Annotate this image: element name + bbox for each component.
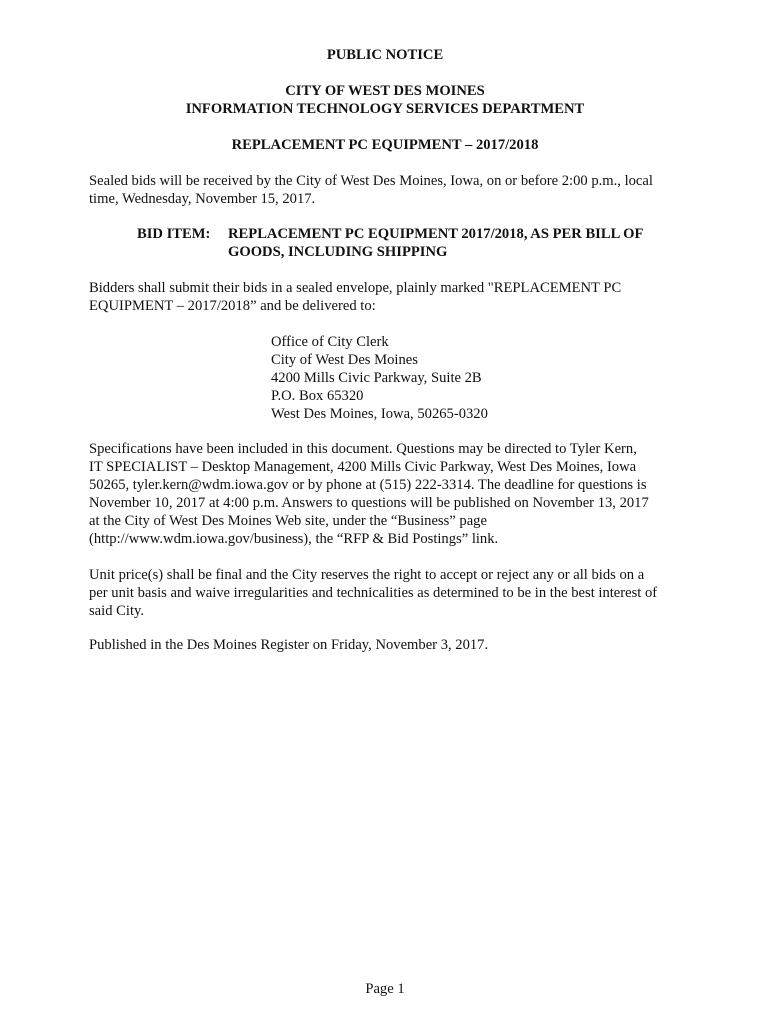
submission-line: Bidders shall submit their bids in a sealed envelope, plainly marked "REPLACEMENT PC — [89, 280, 622, 296]
intro-line: Sealed bids will be received by the City of West Des Moines, Iowa, on or before 2:00 p.m., local — [89, 173, 653, 189]
specifications-line: November 10, 2017 at 4:00 p.m. Answers to questions will be published on November 13, 2017 — [89, 495, 649, 511]
unit-price-line: Unit price(s) shall be final and the City reserves the right to accept or reject any or all bids on a — [89, 567, 645, 583]
department-name: INFORMATION TECHNOLOGY SERVICES DEPARTMENT — [185, 101, 585, 117]
address-line: West Des Moines, Iowa, 50265-0320 — [271, 406, 488, 422]
bid-item-line: GOODS, INCLUDING SHIPPING — [228, 244, 448, 260]
specifications-line: (http://www.wdm.iowa.gov/business), the “RFP & Bid Postings” link. — [89, 531, 499, 547]
page-number: Page 1 — [365, 981, 405, 997]
intro-paragraph — [89, 172, 681, 208]
address-line: City of West Des Moines — [271, 352, 418, 368]
bid-item-line: REPLACEMENT PC EQUIPMENT 2017/2018, AS PER BILL OF — [228, 226, 644, 242]
city-name: CITY OF WEST DES MOINES — [285, 83, 485, 99]
bid-item-label: BID ITEM: — [137, 226, 211, 242]
publication-note: Published in the Des Moines Register on Friday, November 3, 2017. — [89, 637, 489, 653]
project-title: REPLACEMENT PC EQUIPMENT – 2017/2018 — [231, 137, 539, 153]
unit-price-paragraph — [89, 566, 681, 620]
unit-price-line: per unit basis and waive irregularities and technicalities as determined to be in the best interest of — [89, 585, 658, 601]
specifications-paragraph — [89, 440, 681, 548]
address-line: P.O. Box 65320 — [271, 388, 364, 404]
specifications-line: Specifications have been included in this document. Questions may be directed to Tyler Kern, — [89, 441, 637, 457]
mailing-address — [271, 333, 488, 423]
specifications-line: at the City of West Des Moines Web site, under the “Business” page — [89, 513, 487, 529]
submission-line: EQUIPMENT – 2017/2018” and be delivered to: — [89, 298, 376, 314]
address-line: Office of City Clerk — [271, 334, 389, 350]
intro-line: time, Wednesday, November 15, 2017. — [89, 191, 316, 207]
unit-price-line: said City. — [89, 603, 144, 619]
notice-title: PUBLIC NOTICE — [326, 47, 444, 63]
address-line: 4200 Mills Civic Parkway, Suite 2B — [271, 370, 482, 386]
submission-paragraph — [89, 279, 681, 315]
bid-item-description — [228, 225, 668, 261]
specifications-line: IT SPECIALIST – Desktop Management, 4200 Mills Civic Parkway, West Des Moines, Iowa — [89, 459, 637, 475]
specifications-line: 50265, tyler.kern@wdm.iowa.gov or by phone at (515) 222-3314. The deadline for questions is — [89, 477, 647, 493]
